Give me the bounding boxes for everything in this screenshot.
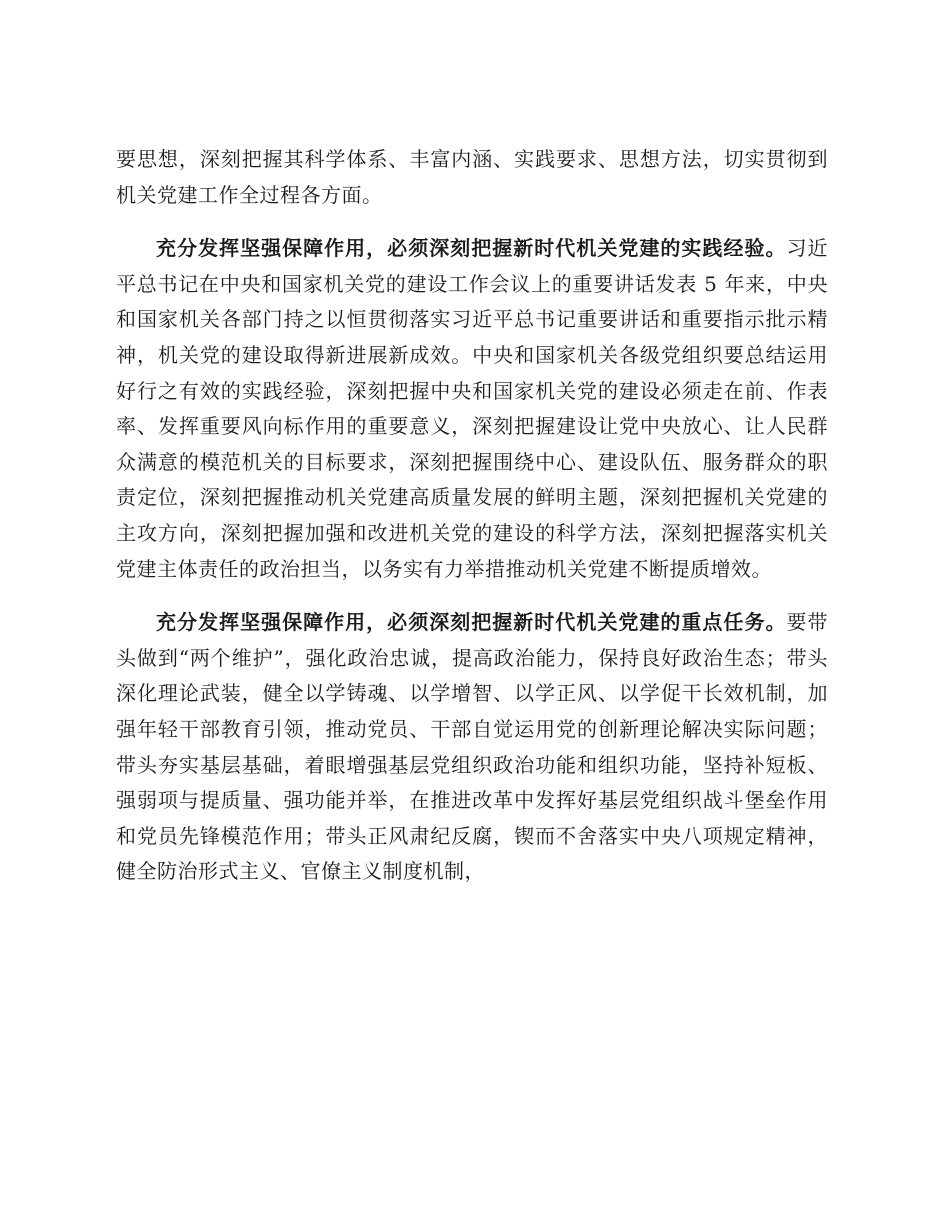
paragraph-1-text: 要思想，深刻把握其科学体系、丰富内涵、实践要求、思想方法，切实贯彻到机关党建工作全过程各方面。 [116,147,828,207]
paragraph-3 [116,605,828,890]
paragraph-2 [116,231,828,587]
document-page [116,142,828,890]
paragraph-3-lead: 充分发挥坚强保障作用，必须深刻把握新时代机关党建的重点任务。 [156,610,787,635]
paragraph-3-text: 要带头做到“两个维护”，强化政治忠诚，提高政治能力，保持良好政治生态；带头深化理论武装，健全以学铸魂、以学增智、以学正风、以学促干长效机制，加强年轻干部教育引领，推动党员、干部自觉运用党的创新理论解决实际问题；带头夯实基层基础，着眼增强基层党组织政治功能和组织功能，坚持补短板、强弱项与提质量、强功能并举，在推进改革中发挥好基层党组织战斗堡垒作用和党员先锋模范作用；带头正风肃纪反腐，锲而不舍落实中央八项规定精神，健全防治形式主义、官僚主义制度机制， [116,610,829,884]
paragraph-2-lead: 充分发挥坚强保障作用，必须深刻把握新时代机关党建的实践经验。 [156,236,787,261]
paragraph-2-text: 习近平总书记在中央和国家机关党的建设工作会议上的重要讲话发表 5 年来，中央和国家机关各部门持之以恒贯彻落实习近平总书记重要讲话和重要指示批示精神，机关党的建设取得新进展新成效。中央和国家机关各级党组织要总结运用好行之有效的实践经验，深刻把握中央和国家机关党的建设必须走在前、作表率、发挥重要风向标作用的重要意义，深刻把握建设让党中央放心、让人民群众满意的模范机关的目标要求，深刻把握围绕中心、建设队伍、服务群众的职责定位，深刻把握推动机关党建高质量发展的鲜明主题，深刻把握机关党建的主攻方向，深刻把握加强和改进机关党的建设的科学方法，深刻把握落实机关党建主体责任的政治担当，以务实有力举措推动机关党建不断提质增效。 [116,236,829,581]
paragraph-1 [116,142,828,213]
